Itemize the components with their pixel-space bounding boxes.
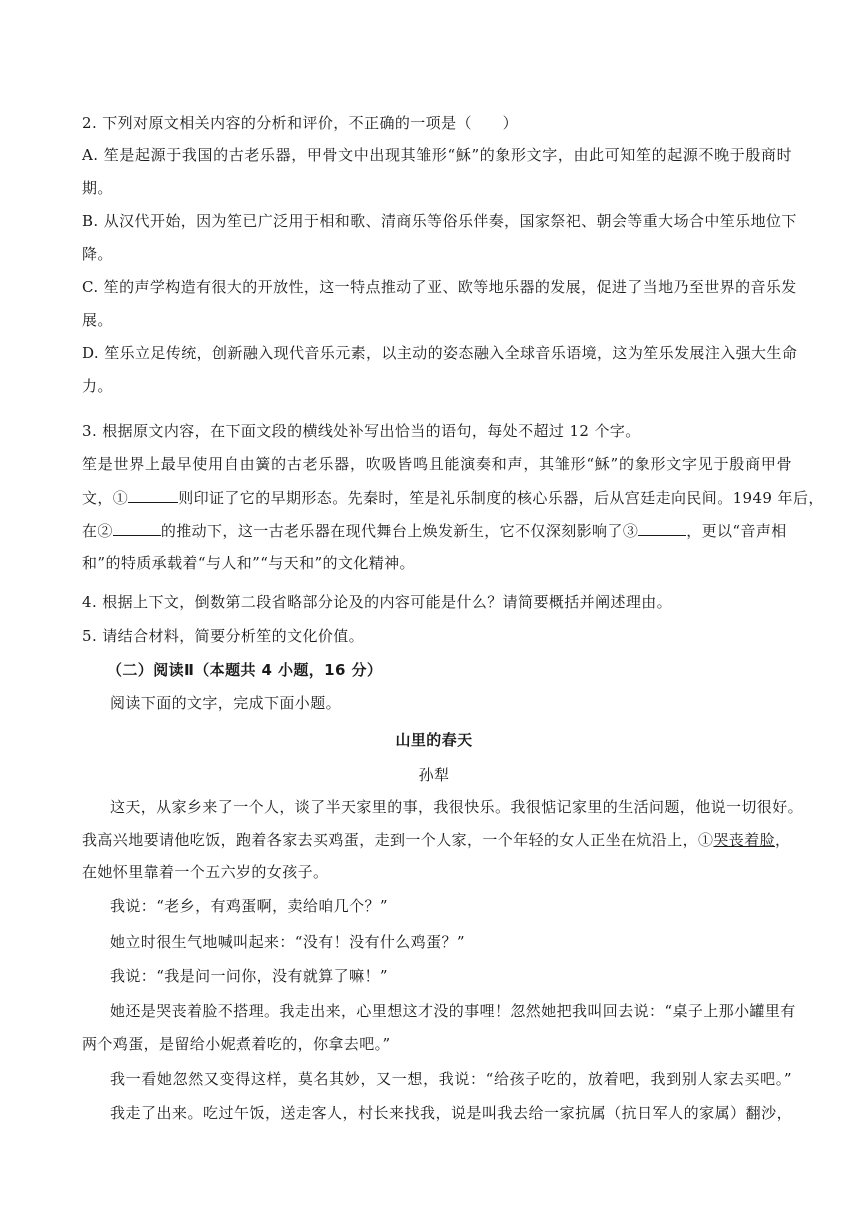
question-4: 4. 根据上下文，倒数第二段省略部分论及的内容可能是什么？请简要概括并阐述理由。 — [82, 593, 673, 611]
q3-text-segment: 则印证了它的早期形态。先秦时，笙是礼乐制度的核心乐器，后从宫廷走向民间。1949 年后， — [178, 489, 824, 507]
story-line-8: 两个鸡蛋，是留给小妮煮着吃的，你拿去吧。” — [82, 1035, 391, 1053]
question-2-stem: 2. 下列对原文相关内容的分析和评价，不正确的一项是（ ） — [82, 114, 519, 132]
option-d-line-2: 力。 — [82, 377, 113, 395]
story-title: 山里的春天 — [395, 731, 473, 749]
option-c-line-1: C. 笙的声学构造有很大的开放性，这一特点推动了亚、欧等地乐器的发展，促进了当地乃至世界的音乐发 — [82, 278, 797, 296]
story-line-9: 我一看她忽然又变得这样，莫名其妙，又一想，我说：“给孩子吃的，放着吧，我到别人家去买吧。” — [110, 1070, 792, 1088]
story-line-7: 她还是哭丧着脸不搭理。我走出来，心里想这才没的事哩！忽然她把我叫回去说：“桌子上那小罐里有 — [110, 1002, 796, 1020]
underlined-phrase-1: 哭丧着脸 — [713, 831, 776, 849]
option-b-line-2: 降。 — [82, 245, 113, 263]
q3-text-segment: ，更以“音声相 — [686, 522, 787, 540]
q3-passage-line-4: 和”的特质承载着“与人和”“与天和”的文化精神。 — [82, 554, 415, 572]
option-c-line-2: 展。 — [82, 311, 113, 329]
option-d-line-1: D. 笙乐立足传统，创新融入现代音乐元素，以主动的姿态融入全球音乐语境，这为笙乐发展注入强大生命 — [82, 344, 798, 362]
option-a-line-1: A. 笙是起源于我国的古老乐器，甲骨文中出现其雏形“穌”的象形文字，由此可知笙的起源不晚于殷商时 — [82, 146, 792, 164]
story-text-segment: 我高兴地要请他吃饭，跑着各家去买鸡蛋，走到一个人家，一个年轻的女人正坐在炕沿上，① — [82, 831, 714, 849]
story-text-segment: ， — [775, 831, 791, 849]
q3-text-segment: 在② — [82, 522, 113, 540]
q3-passage-line-1: 笙是世界上最早使用自由簧的古老乐器，吹吸皆鸣且能演奏和声，其雏形“穌”的象形文字见于殷商甲骨 — [82, 455, 792, 473]
section-heading: （二）阅读Ⅱ（本题共 4 小题，16 分） — [107, 661, 383, 679]
q3-text-segment: 文，① — [82, 489, 129, 507]
q3-passage-line-2 — [82, 487, 824, 508]
question-5: 5. 请结合材料，简要分析笙的文化价值。 — [82, 627, 365, 645]
answer-blank-2[interactable] — [113, 520, 161, 536]
answer-blank-3[interactable] — [638, 520, 686, 536]
q3-text-segment: 的推动下，这一古老乐器在现代舞台上焕发新生，它不仅深刻影响了③ — [160, 522, 639, 540]
story-line-3: 在她怀里靠着一个五六岁的女孩子。 — [82, 863, 329, 881]
story-line-6: 我说：“我是问一问你，没有就算了嘛！” — [110, 967, 388, 985]
option-b-line-1: B. 从汉代开始，因为笙已广泛用于相和歌、清商乐等俗乐伴奏，国家祭祀、朝会等重大场合中笙乐地位下 — [82, 212, 797, 230]
q3-passage-line-3 — [82, 520, 792, 541]
story-line-2 — [82, 830, 792, 850]
option-a-line-2: 期。 — [82, 179, 113, 197]
story-line-10: 我走了出来。吃过午饭，送走客人，村长来找我，说是叫我去给一家抗属（抗日军人的家属）翻沙， — [110, 1104, 792, 1122]
story-author: 孙犁 — [418, 766, 450, 784]
story-line-4: 我说：“老乡，有鸡蛋啊，卖给咱几个？” — [110, 897, 388, 915]
answer-blank-1[interactable] — [128, 487, 178, 503]
question-3-stem: 3. 根据原文内容，在下面文段的横线处补写出恰当的语句，每处不超过 12 个字。 — [82, 422, 641, 440]
section-instruction: 阅读下面的文字，完成下面小题。 — [110, 694, 342, 712]
story-line-1: 这天，从家乡来了一个人，谈了半天家里的事，我很快乐。我很惦记家里的生活问题，他说一切很好。 — [110, 798, 804, 816]
story-line-5: 她立时很生气地喊叫起来：“没有！没有什么鸡蛋？” — [110, 933, 465, 951]
